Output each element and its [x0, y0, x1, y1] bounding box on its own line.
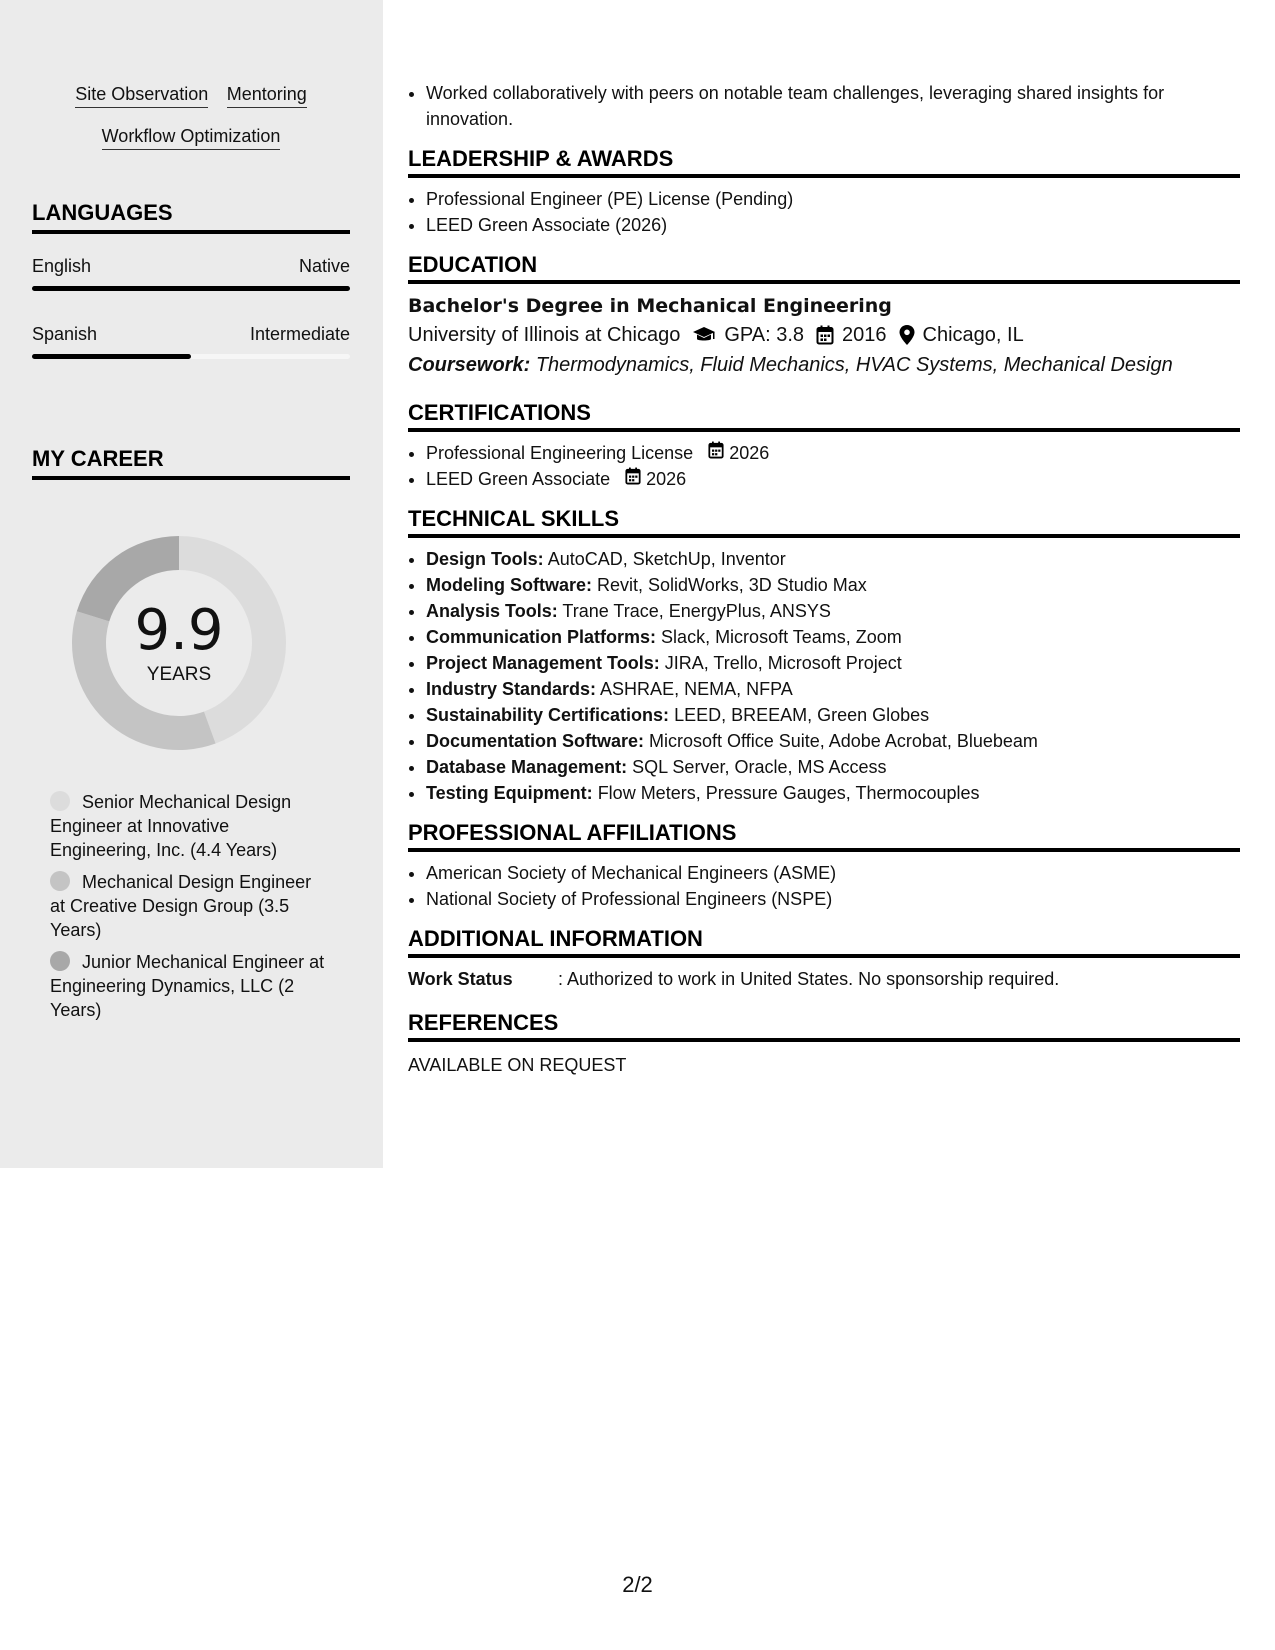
- skill-category: Documentation Software:: [426, 731, 645, 751]
- main-content: [408, 80, 1240, 1078]
- list-item: [426, 780, 1240, 806]
- graduation-year: 2016: [842, 324, 887, 346]
- certifications-list: [408, 440, 1240, 492]
- skill-values: JIRA, Trello, Microsoft Project: [664, 653, 902, 673]
- skill-category: Communication Platforms:: [426, 627, 657, 647]
- education-heading: EDUCATION: [408, 252, 1240, 284]
- page-number: 2/2: [622, 1572, 653, 1597]
- list-item: [426, 466, 1240, 492]
- language-level: Native: [298, 256, 350, 276]
- language-bar: [32, 286, 350, 291]
- career-heading: MY CAREER: [32, 446, 350, 480]
- work-status-label: Work Status: [408, 969, 513, 989]
- career-item-label: Senior Mechanical Design Engineer at Innovative Engineering, Inc. (4.4 Years): [50, 792, 292, 860]
- skill-category: Database Management:: [426, 757, 628, 777]
- list-item: [426, 702, 1240, 728]
- affiliations-heading: PROFESSIONAL AFFILIATIONS: [408, 820, 1240, 852]
- sidebar: [0, 0, 383, 1168]
- language-name: English: [32, 256, 92, 276]
- legend-dot: [50, 791, 70, 811]
- school-name: University of Illinois at Chicago: [408, 324, 681, 346]
- references-heading: REFERENCES: [408, 1010, 1240, 1042]
- skill-values: Flow Meters, Pressure Gauges, Thermocouples: [597, 783, 980, 803]
- list-item: [426, 676, 1240, 702]
- list-item: • American Society of Mechanical Engineers (ASME): [426, 860, 1240, 886]
- list-item: [426, 754, 1240, 780]
- career-item-label: Junior Mechanical Engineer at Engineering Dynamics, LLC (2 Years): [50, 952, 325, 1020]
- skill-values: AutoCAD, SketchUp, Inventor: [547, 549, 786, 569]
- list-item: [426, 572, 1240, 598]
- technical-skills-list: [408, 546, 1240, 806]
- skill-category: Design Tools:: [426, 549, 544, 569]
- language-row: [32, 256, 350, 277]
- list-item: • LEED Green Associate (2026): [426, 212, 1240, 238]
- soft-skills: [32, 84, 350, 168]
- skill-tag: Workflow Optimization: [102, 126, 281, 150]
- education-details: [408, 320, 1240, 350]
- skill-category: Industry Standards:: [426, 679, 597, 699]
- list-item: [426, 624, 1240, 650]
- technical-skills-heading: TECHNICAL SKILLS: [408, 506, 1240, 538]
- calendar-icon: [816, 325, 834, 345]
- language-level: Intermediate: [249, 324, 350, 344]
- certification-name: Professional Engineering License: [426, 443, 694, 463]
- skill-values: Trane Trace, EnergyPlus, ANSYS: [562, 601, 831, 621]
- skill-values: Slack, Microsoft Teams, Zoom: [661, 627, 902, 647]
- language-bar: [32, 354, 350, 359]
- skill-category: Project Management Tools:: [426, 653, 660, 673]
- career-total-years: 9.9: [134, 598, 224, 663]
- skill-category: Testing Equipment:: [426, 783, 593, 803]
- list-item: [426, 546, 1240, 572]
- legend-dot: [50, 951, 70, 971]
- skill-values: SQL Server, Oracle, MS Access: [632, 757, 887, 777]
- language-bar-fill: [32, 354, 191, 359]
- skill-category: Modeling Software:: [426, 575, 592, 595]
- references-text: AVAILABLE ON REQUEST: [408, 1055, 627, 1075]
- certification-year: 2026: [646, 469, 687, 489]
- coursework-label: Coursework:: [408, 354, 531, 376]
- affiliations-list: [408, 860, 1240, 912]
- languages-heading: LANGUAGES: [32, 200, 350, 234]
- certification-year: 2026: [729, 443, 770, 463]
- career-item-label: Mechanical Design Engineer at Creative Design Group (3.5 Years): [50, 872, 312, 940]
- career-legend: [50, 790, 330, 1030]
- certification-name: LEED Green Associate: [426, 469, 611, 489]
- list-item: [426, 440, 1240, 466]
- graduation-cap-icon: [692, 326, 716, 344]
- work-status-row: [408, 966, 1240, 992]
- skill-category: Analysis Tools:: [426, 601, 558, 621]
- skill-values: LEED, BREEAM, Green Globes: [674, 705, 930, 725]
- calendar-icon: [708, 441, 724, 459]
- language-name: Spanish: [32, 324, 98, 344]
- experience-bullet: • Worked collaboratively with peers on notable team challenges, leveraging shared insights for innovation.: [426, 80, 1240, 132]
- skill-category: Sustainability Certifications:: [426, 705, 670, 725]
- location-pin-icon: [899, 325, 915, 345]
- coursework: [408, 350, 1240, 380]
- language-bar-fill: [32, 286, 350, 291]
- list-item: • Professional Engineer (PE) License (Pending): [426, 186, 1240, 212]
- school-location: Chicago, IL: [922, 324, 1024, 346]
- language-row: [32, 324, 350, 345]
- degree-title: Bachelor's Degree in Mechanical Engineering: [408, 295, 892, 317]
- list-item: [426, 598, 1240, 624]
- skill-tag: Site Observation: [75, 84, 208, 108]
- skill-values: Microsoft Office Suite, Adobe Acrobat, Bluebeam: [649, 731, 1038, 751]
- skill-values: ASHRAE, NEMA, NFPA: [600, 679, 793, 699]
- experience-continued: [408, 80, 1240, 132]
- list-item: • National Society of Professional Engineers (NSPE): [426, 886, 1240, 912]
- calendar-icon: [625, 467, 641, 485]
- certifications-heading: CERTIFICATIONS: [408, 400, 1240, 432]
- skill-tag: Mentoring: [227, 84, 307, 108]
- list-item: [426, 728, 1240, 754]
- career-item: [50, 790, 330, 862]
- additional-info-heading: ADDITIONAL INFORMATION: [408, 926, 1240, 958]
- career-total-unit: YEARS: [146, 664, 212, 685]
- career-item: [50, 870, 330, 942]
- career-item: [50, 950, 330, 1022]
- coursework-list: Thermodynamics, Fluid Mechanics, HVAC Systems, Mechanical Design: [535, 354, 1173, 376]
- leadership-list: [408, 186, 1240, 238]
- gpa: GPA: 3.8: [724, 324, 805, 346]
- legend-dot: [50, 871, 70, 891]
- leadership-heading: LEADERSHIP & AWARDS: [408, 146, 1240, 178]
- skill-values: Revit, SolidWorks, 3D Studio Max: [597, 575, 867, 595]
- work-status-value: : Authorized to work in United States. No sponsorship required.: [558, 969, 1060, 989]
- list-item: [426, 650, 1240, 676]
